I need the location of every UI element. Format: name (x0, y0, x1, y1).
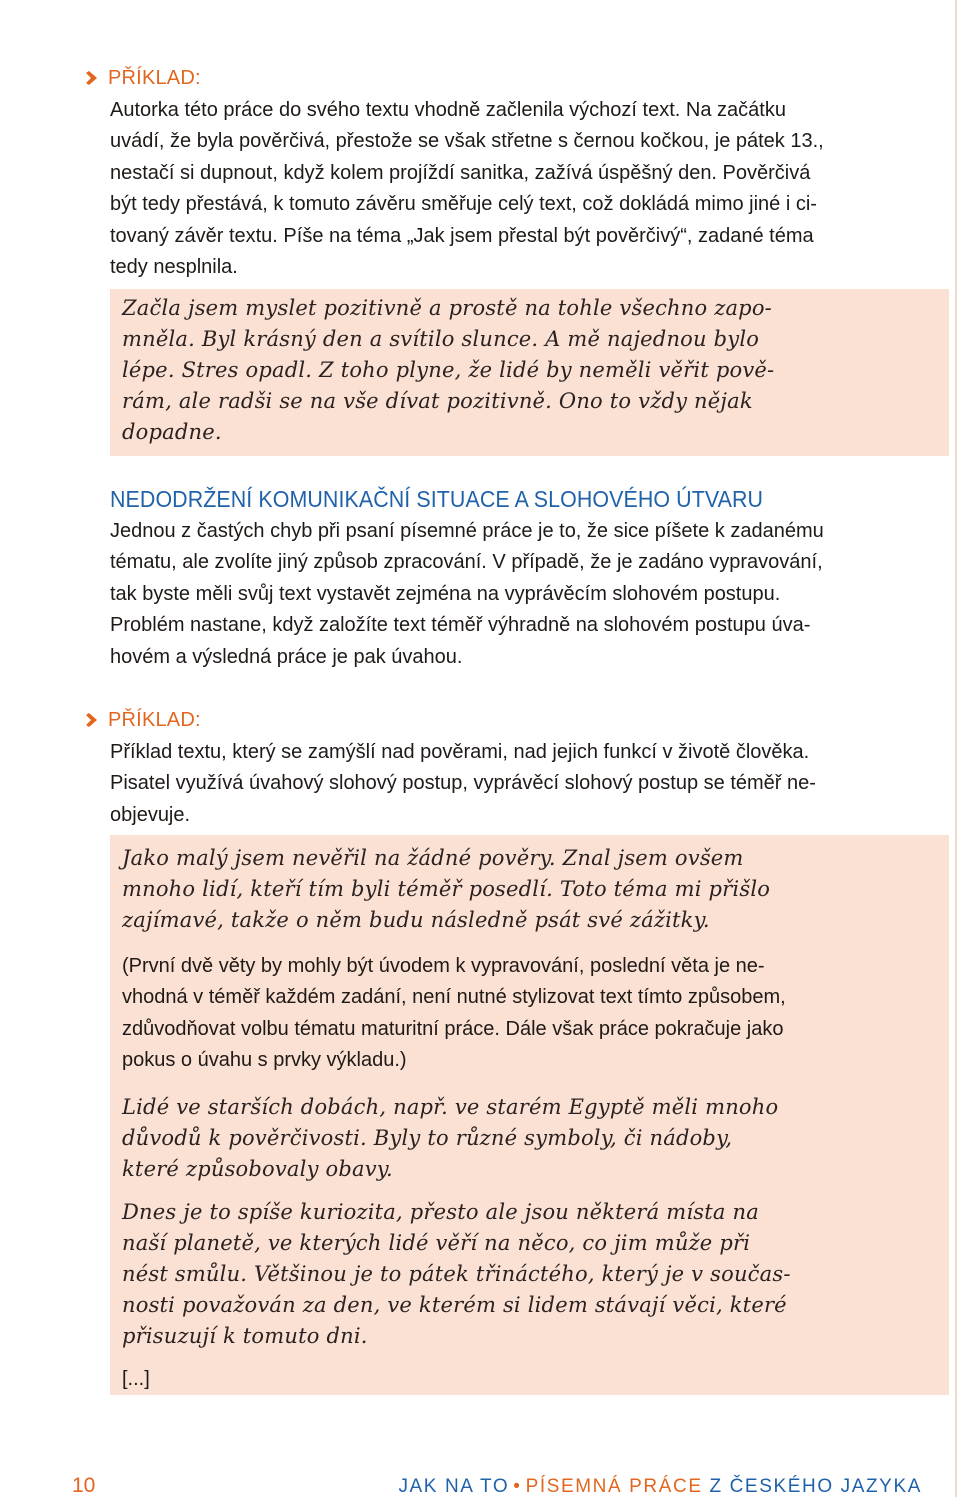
text-line: tedy nesplnila. (110, 256, 238, 279)
handwritten-sample (122, 843, 949, 936)
handwritten-sample (122, 1092, 949, 1185)
sample-line: které způsobovaly obavy. (122, 1156, 393, 1181)
example-2-commentary (110, 737, 816, 831)
footer-subject: Z ČESKÉHO JAZYKA (709, 1476, 922, 1497)
sample-line: nosti považován za den, ve kterém si lidem stávají věci, které (122, 1292, 787, 1317)
sample-line: dopadne. (122, 420, 222, 444)
footer-title (398, 1476, 922, 1498)
chevron-right-icon (84, 711, 102, 729)
sample-line: Dnes je to spíše kuriozita, přesto ale jsou některá místa na (122, 1199, 759, 1224)
sample-line: rám, ale radši se na vše dívat pozitivně. Ono to vždy nějak (122, 389, 753, 413)
example-label: PŘÍKLAD: (108, 709, 201, 731)
page-edge-line (955, 0, 957, 1497)
text-line: tématu, ale zvolíte jiný způsob zpracování. V případě, že je zadáno vypravování, (110, 551, 823, 574)
text-line: Pisatel využívá úvahový slohový postup, vyprávěcí slohový postup se téměř ne- (110, 772, 816, 795)
footer-separator: • (513, 1476, 522, 1497)
section-paragraph (110, 516, 824, 673)
text-line: objevuje. (110, 803, 191, 826)
example-heading-2 (84, 708, 201, 732)
teacher-note (122, 951, 949, 1077)
ellipsis: [...] (122, 1367, 150, 1390)
sample-line: zajímavé, takže o něm budu následně psát své zážitky. (122, 908, 710, 932)
handwritten-sample (122, 293, 949, 448)
sample-line: Jako malý jsem nevěřil na žádné pověry. Znal jsem ovšem (122, 846, 744, 870)
sample-line: naší planetě, ve kterých lidé věří na něco, co jim může při (122, 1230, 751, 1255)
text-line: Příklad textu, který se zamýšlí nad pověrami, nad jejich funkcí v životě člověka. (110, 741, 810, 763)
text-line: zdůvodňovat volbu tématu maturitní práce. Dále však práce pokračuje jako (122, 1017, 784, 1040)
sample-line: lépe. Stres opadl. Z toho plyne, že lidé by neměli věřit pově- (122, 358, 775, 382)
text-line: pokus o úvahu s prvky výkladu.) (122, 1049, 407, 1072)
footer-book-title: PÍSEMNÁ PRÁCE (525, 1476, 703, 1497)
sample-line: přisuzují k tomuto dni. (122, 1323, 368, 1348)
text-line: hovém a výsledná práce je pak úvahou. (110, 645, 463, 668)
section-heading: NEDODRŽENÍ KOMUNIKAČNÍ SITUACE A SLOHOVÉHO ÚTVARU (110, 486, 764, 512)
example-1-commentary (110, 95, 824, 283)
text-line: uvádí, že byla pověrčivá, přestože se však střetne s černou kočkou, je pátek 13., (110, 130, 824, 153)
text-line: Autorka této práce do svého textu vhodně začlenila výchozí text. Na začátku (110, 99, 786, 121)
sample-line: Lidé ve starších dobách, např. ve starém Egyptě měli mnoho (122, 1094, 779, 1119)
sample-line: mnoho lidí, kteří tím byli téměř posedlí. Toto téma mi přišlo (122, 877, 771, 901)
text-line: být tedy přestává, k tomuto závěru směřuje celý text, což dokládá mimo jiné i ci- (110, 193, 817, 216)
text-line: tovaný závěr textu. Píše na téma „Jak jsem přestal být pověrčivý“, zadané téma (110, 224, 814, 247)
example-label: PŘÍKLAD: (108, 67, 201, 89)
text-line: (První dvě věty by mohly být úvodem k vypravování, poslední věta je ne- (122, 955, 765, 977)
sample-line: nést smůlu. Většinou je to pátek třináctého, který je v součas- (122, 1261, 791, 1286)
handwritten-sample (122, 1197, 949, 1352)
example-heading-1 (84, 66, 201, 90)
sample-line: důvodů k pověrčivosti. Byly to různé symboly, či nádoby, (122, 1125, 733, 1150)
student-sample-box-2 (110, 835, 949, 1395)
text-line: Jednou z častých chyb při psaní písemné práce je to, že sice píšete k zadanému (110, 520, 824, 542)
page-number: 10 (72, 1474, 96, 1497)
text-line: tak byste měli svůj text vystavět zejména na vyprávěcím slohovém postupu. (110, 582, 781, 605)
text-line: vhodná v téměř každém zadání, není nutné stylizovat text tímto způsobem, (122, 986, 786, 1009)
student-sample-box-1 (110, 289, 949, 456)
sample-line: mněla. Byl krásný den a svítilo slunce. A mě najednou bylo (122, 327, 760, 351)
sample-line: Začla jsem myslet pozitivně a prostě na tohle všechno zapo- (122, 296, 772, 320)
footer-series: JAK NA TO (398, 1476, 510, 1497)
chevron-right-icon (84, 69, 102, 87)
text-line: Problém nastane, když založíte text téměř výhradně na slohovém postupu úva- (110, 614, 811, 637)
text-line: nestačí si dupnout, když kolem projíždí sanitka, zažívá úspěšný den. Pověrčivá (110, 161, 811, 184)
